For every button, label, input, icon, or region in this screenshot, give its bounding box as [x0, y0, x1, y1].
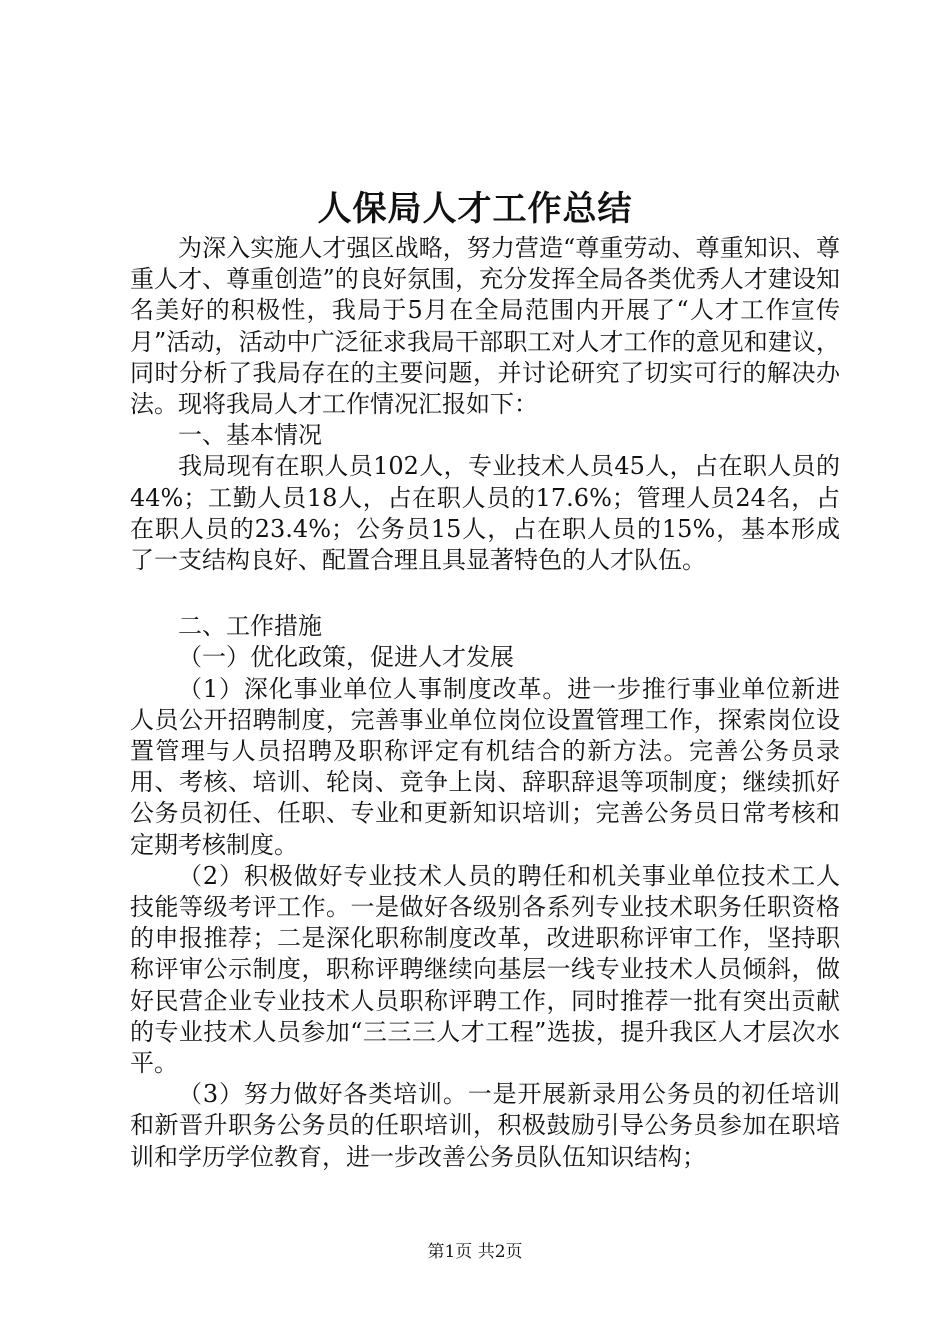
subsection-heading-policy: （一）优化政策，促进人才发展 — [178, 643, 514, 672]
section-heading-basic: 一、基本情况 — [178, 421, 322, 450]
basic-situation-paragraph: 我局现有在职人员102人，专业技术人员45人，占在职人员的44%；工勤人员18人，占在职人员的17.6%；管理人员24名，占在职人员的23.4%；公务员15人，占在职人员的15%，基本形成了一支结构良好、配置合理且具显著特色的人才队伍。 — [130, 452, 840, 575]
page-number-footer: 第1页 共2页 — [427, 1242, 523, 1262]
measure-paragraph-3: （3）努力做好各类培训。一是开展新录用公务员的初任培训和新晋升职务公务员的任职培训，积极鼓励引导公务员参加在职培训和学历学位教育，进一步改善公务员队伍知识结构； — [130, 1080, 840, 1171]
intro-paragraph: 为深入实施人才强区战略，努力营造“尊重劳动、尊重知识、尊重人才、尊重创造”的良好氛围，充分发挥全局各类优秀人才建设知名美好的积极性，我局于5月在全局范围内开展了“人才工作宣传月”活动，活动中广泛征求我局干部职工对人才工作的意见和建议，同时分析了我局存在的主要问题，并讨论研究了切实可行的解决办法。现将我局人才工作情况汇报如下： — [130, 234, 840, 419]
page-title: 人保局人才工作总结 — [317, 189, 633, 229]
document-body — [130, 233, 840, 1173]
measure-paragraph-1: （1）深化事业单位人事制度改革。进一步推行事业单位新进人员公开招聘制度，完善事业单位岗位设置管理工作，探索岗位设置管理与人员招聘及职称评定有机结合的新方法。完善公务员录用、考核、培训、轮岗、竞争上岗、辞职辞退等项制度；继续抓好公务员初任、任职、专业和更新知识培训；完善公务员日常考核和定期考核制度。 — [130, 674, 840, 859]
measure-paragraph-2: （2）积极做好专业技术人员的聘任和机关事业单位技术工人技能等级考评工作。一是做好各级别各系列专业技术职务任职资格的申报推荐；二是深化职称制度改革，改进职称评审工作，坚持职称评审公示制度，职称评聘继续向基层一线专业技术人员倾斜，做好民营企业专业技术人员职称评聘工作，同时推荐一批有突出贡献的专业技术人员参加“三三三人才工程”选拔，提升我区人才层次水平。 — [130, 861, 840, 1078]
section-heading-measures: 二、工作措施 — [178, 612, 322, 641]
paragraph-spacer — [130, 576, 840, 611]
